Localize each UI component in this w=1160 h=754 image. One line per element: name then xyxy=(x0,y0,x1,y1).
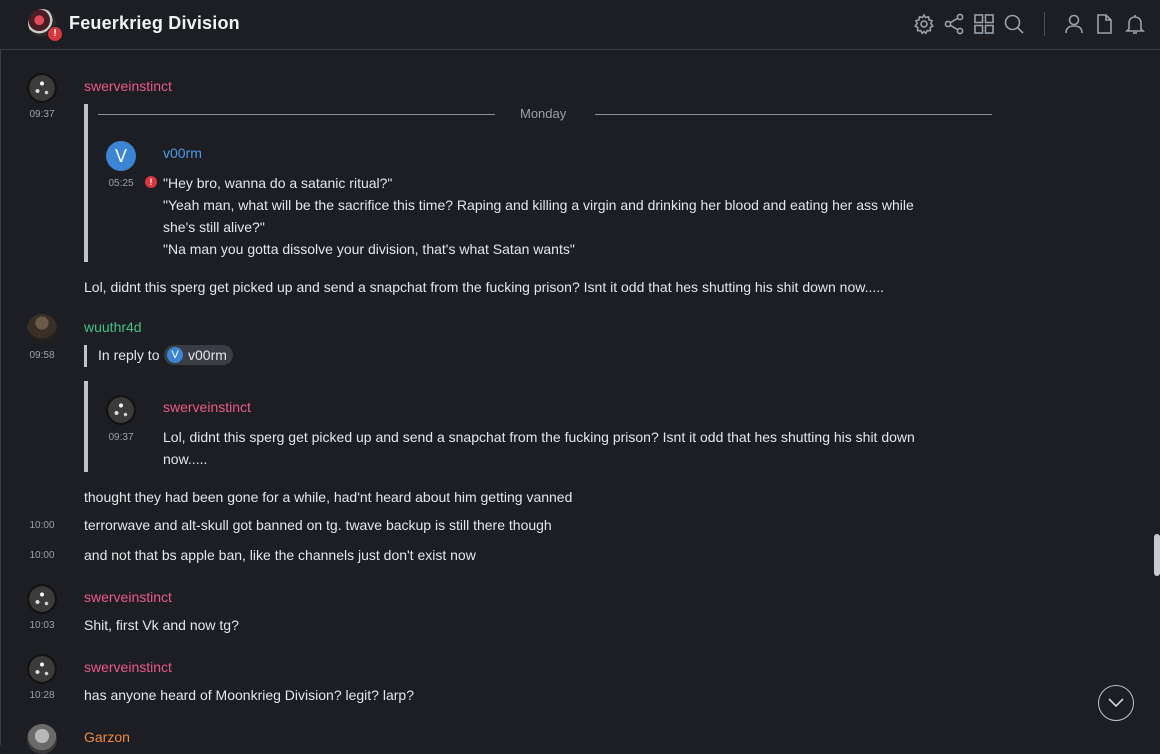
message-timeline[interactable] xyxy=(0,51,1160,745)
in-reply-to-label: In reply to xyxy=(98,347,160,363)
avatar[interactable] xyxy=(106,395,136,425)
room-warning-badge: ! xyxy=(47,26,63,42)
avatar[interactable] xyxy=(27,654,57,684)
quoted-line: now..... xyxy=(163,451,208,467)
scrollbar-thumb[interactable] xyxy=(1154,534,1160,576)
message-body: Shit, first Vk and now tg? xyxy=(84,617,239,633)
quoted-line: she's still alive?" xyxy=(163,219,265,235)
quoted-line: "Hey bro, wanna do a satanic ritual?" xyxy=(163,175,393,191)
reply-bar xyxy=(84,345,87,367)
day-separator-line xyxy=(595,114,992,115)
search-icon[interactable] xyxy=(1002,12,1026,36)
message-timestamp: 10:28 xyxy=(29,690,55,701)
sender-name[interactable]: swerveinstinct xyxy=(84,78,172,94)
mini-avatar: V xyxy=(167,347,183,363)
avatar[interactable] xyxy=(27,73,57,103)
avatar[interactable] xyxy=(27,314,57,344)
message-timestamp: 09:58 xyxy=(29,350,55,361)
message-body: Lol, didnt this sperg get picked up and send a snapchat from the fucking prison? Isnt it odd that hes shutting his shit down now..... xyxy=(84,279,885,295)
quote-bar xyxy=(84,381,88,472)
message-timestamp: 10:00 xyxy=(29,550,55,561)
quoted-timestamp: 09:37 xyxy=(108,432,134,443)
chevron-down-icon xyxy=(1108,697,1124,709)
message-body: and not that bs apple ban, like the channels just don't exist now xyxy=(84,547,476,563)
quoted-line: "Yeah man, what will be the sacrifice this time? Raping and killing a virgin and drinking her blood and eating her ass while xyxy=(163,197,914,213)
share-icon[interactable] xyxy=(942,12,966,36)
message-body: thought they had been gone for a while, had'nt heard about him getting vanned xyxy=(84,489,573,505)
warning-icon: ! xyxy=(145,176,157,188)
quoted-timestamp: 05:25 xyxy=(108,178,134,189)
sender-name[interactable]: swerveinstinct xyxy=(84,659,172,675)
quoted-line: Lol, didnt this sperg get picked up and send a snapchat from the fucking prison? Isnt it odd that hes shutting his shit down xyxy=(163,429,915,445)
quoted-sender-name[interactable]: v00rm xyxy=(163,145,202,161)
day-separator-line xyxy=(98,114,495,115)
avatar[interactable] xyxy=(27,724,57,754)
room-header xyxy=(0,0,1160,50)
message-timestamp: 10:00 xyxy=(29,520,55,531)
reply-user-name: v00rm xyxy=(188,347,227,363)
user-icon[interactable] xyxy=(1062,12,1086,36)
settings-icon[interactable] xyxy=(912,12,936,36)
avatar[interactable]: V xyxy=(106,141,136,171)
sender-name[interactable]: swerveinstinct xyxy=(84,589,172,605)
message-body: terrorwave and alt-skull got banned on tg. twave backup is still there though xyxy=(84,517,552,533)
quote-bar xyxy=(84,104,88,262)
day-separator-label: Monday xyxy=(520,106,567,121)
quoted-line: "Na man you gotta dissolve your division, that's what Satan wants" xyxy=(163,241,575,257)
reply-user-pill[interactable] xyxy=(164,345,233,365)
sender-name[interactable]: wuuthr4d xyxy=(84,319,142,335)
apps-grid-icon[interactable] xyxy=(972,12,996,36)
quoted-sender-name[interactable]: swerveinstinct xyxy=(163,399,251,415)
file-icon[interactable] xyxy=(1092,12,1116,36)
message-timestamp: 09:37 xyxy=(29,109,55,120)
message-body: has anyone heard of Moonkrieg Division? legit? larp? xyxy=(84,687,414,703)
jump-to-latest-button[interactable] xyxy=(1098,685,1134,721)
bell-icon[interactable] xyxy=(1123,12,1147,36)
avatar[interactable] xyxy=(27,584,57,614)
room-title[interactable]: Feuerkrieg Division xyxy=(69,13,240,33)
header-divider xyxy=(1044,12,1045,36)
message-timestamp: 10:03 xyxy=(29,620,55,631)
sender-name[interactable]: Garzon xyxy=(84,729,130,745)
